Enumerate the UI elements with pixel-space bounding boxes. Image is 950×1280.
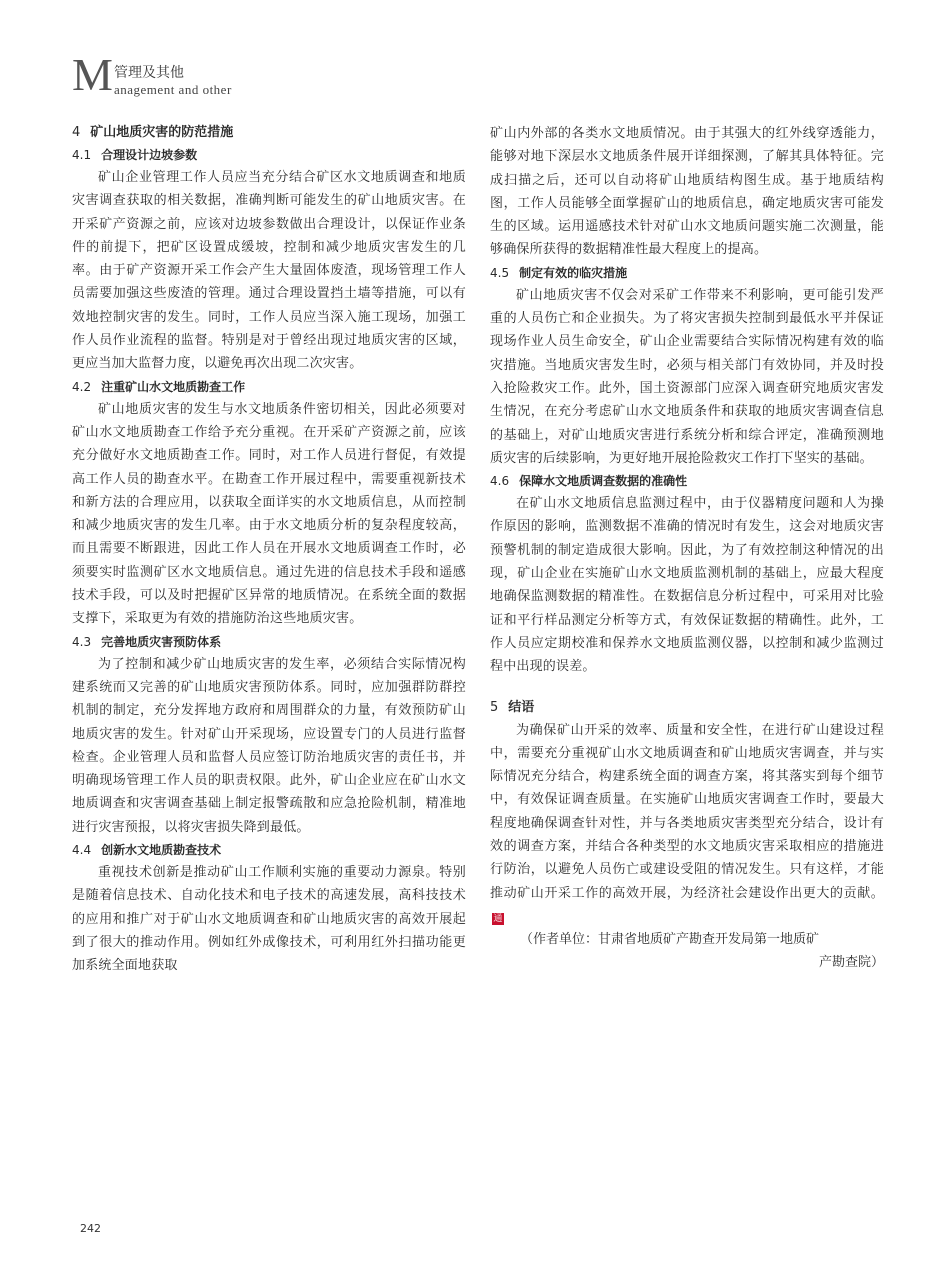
section-4-heading: 4 矿山地质灾害的防范措施 [72,125,234,140]
left-column [72,122,466,978]
header-initial: M [72,49,113,100]
section-4-6-heading: 4.6 保障水文地质调查数据的准确性 [490,474,688,489]
section-4-4-heading: 4.4 创新水文地质勘查技术 [72,843,222,858]
section-4-1-paragraph: 矿山企业管理工作人员应当充分结合矿区水文地质调查和地质灾害调查获取的相关数据，准确判断可能发生的矿山地质灾害。在开采矿产资源之前，应该对边坡参数做出合理设计，以保证作业条件的前提下，把矿区设置成缓坡，控制和减少地质灾害发生的几率。由于矿产资源开采工作会产生大量固体废渣，现场管理工作人员需要加强这些废渣的管理。通过合理设置挡土墙等措施，可以有效地控制灾害的发生。同时，工作人员应当深入施工现场，加强工作人员作业流程的监督。特别是对于曾经出现过地质灾害的区域，更应当加大监督力度，以避免再次出现二次灾害。 [72,170,466,372]
section-4-4-continuation: 矿山内外部的各类水文地质情况。由于其强大的红外线穿透能力，能够对地下深层水文地质条件展开详细探测，了解其具体特征。完成扫描之后，还可以自动将矿山地质结构图生成。基于地质结构图，工作人员能够全面掌握矿山的地质信息，确定地质灾害可能发生的区域。运用遥感技术针对矿山水文地质问题实施二次测量，能够确保所获得的数据精准性最大程度上的提高。 [490,126,884,258]
section-4-3-paragraph: 为了控制和减少矿山地质灾害的发生率，必须结合实际情况构建系统而又完善的矿山地质灾害预防体系。同时，应加强群防群控机制的制定，充分发挥地方政府和周围群众的力量，有效预防矿山地质灾害的发生。针对矿山开采现场，应设置专门的人员进行监督检查。企业管理人员和监督人员应签订防治地质灾害的责任书，并明确现场管理工作人员的职责权限。此外，矿山企业应在矿山水文地质调查和灾害调查基础上制定报警疏散和应急抢险机制，精准地进行灾害预报，以将灾害损失降到最低。 [72,656,466,835]
right-column [490,122,884,974]
header-title-zh: 管理及其他 [114,65,184,81]
section-4-1-heading: 4.1 合理设计边坡参数 [72,148,198,162]
section-5-heading: 5 结语 [490,699,535,715]
header-title-en: anagement and other [114,82,232,97]
conclusion-paragraph: 为确保矿山开采的效率、质量和安全性，在进行矿山建设过程中，需要充分重视矿山水文地质调查和矿山地质灾害调查，并与实际情况充分结合，构建系统全面的调查方案，将其落实到每个细节中，有效保证调查质量。在实施矿山地质灾害调查工作时，要最大程度地确保调查针对性，并与各类地质灾害类型充分结合，设计有效的调查方案，并结合各种类型的水文地质灾害采取相应的措施进行防治，以避免人员伤亡或建设受阻的情况发生。只有这样，才能推动矿山开采工作的高效开展，为经济社会建设作出更大的贡献。通 [490,722,884,924]
section-4-5-paragraph: 矿山地质灾害不仅会对采矿工作带来不利影响，更可能引发严重的人员伤亡和企业损失。为了将灾害损失控制到最低水平并保证现场作业人员生命安全，矿山企业需要结合实际情况构建有效的临灾措施。当地质灾害发生时，必须与相关部门有效协同，并及时投入抢险救灾工作。此外，国土资源部门应深入调查研究地质灾害发生情况，在充分考虑矿山水文地质条件和获取的地质灾害调查信息的基础上，对矿山地质灾害进行系统分析和综合评定，准确预测地质灾害的后续影响，为更好地开展抢险救灾工作打下坚实的基础。 [490,287,884,466]
page-number: 242 [80,1222,101,1235]
section-4-6-paragraph: 在矿山水文地质信息监测过程中，由于仪器精度问题和人为操作原因的影响，监测数据不准确的情况时有发生，这会对地质灾害预警机制的制定造成很大影响。因此，为了有效控制这种情况的出现，矿山企业在实施矿山水文地质监测机制的基础上，应最大程度地确保监测数据的精准性。在数据信息分析过程中，可采用对比验证和平行样品测定分析等方式，有效保证数据的精确性。此外，工作人员应定期校准和保养水文地质监测仪器，以控制和减少监测过程中出现的误差。 [490,496,884,675]
section-4-2-paragraph: 矿山地质灾害的发生与水文地质条件密切相关，因此必须要对矿山水文地质勘查工作给予充分重视。在开采矿产资源之前，应该充分做好水文地质勘查工作。同时，对工作人员进行督促，有效提高工作人员的勘查水平。在勘查工作开展过程中，需要重视新技术和新方法的合理应用，以获取全面详实的水文地质信息，从而控制和减少地质灾害的发生几率。由于水文地质分析的复杂程度较高，而且需要不断跟进，因此工作人员在开展水文地质调查工作时，必须要实时监测矿区水文地质信息。通过先进的信息技术手段和遥感技术手段，可以及时把握矿区异常的地质情况。在系统全面的数据支撑下，采取更为有效的措施防治这些地质灾害。 [72,401,466,627]
author-affiliation: （作者单位：甘肃省地质矿产勘查开发局第一地质矿 产勘查院） [520,932,884,971]
section-4-5-heading: 4.5 制定有效的临灾措施 [490,265,628,280]
section-4-3-heading: 4.3 完善地质灾害预防体系 [72,634,222,649]
section-4-4-paragraph: 重视技术创新是推动矿山工作顺利实施的重要动力源泉。特别是随着信息技术、自动化技术和电子技术的高速发展，高科技技术的应用和推广对于矿山水文地质调查和矿山地质灾害的高效开展起到了很大的推动作用。例如红外成像技术，可利用红外扫描功能更加系统全面地获取 [72,865,466,974]
section-4-2-heading: 4.2 注重矿山水文地质勘查工作 [72,379,246,394]
end-mark-icon: 通 [493,913,503,924]
